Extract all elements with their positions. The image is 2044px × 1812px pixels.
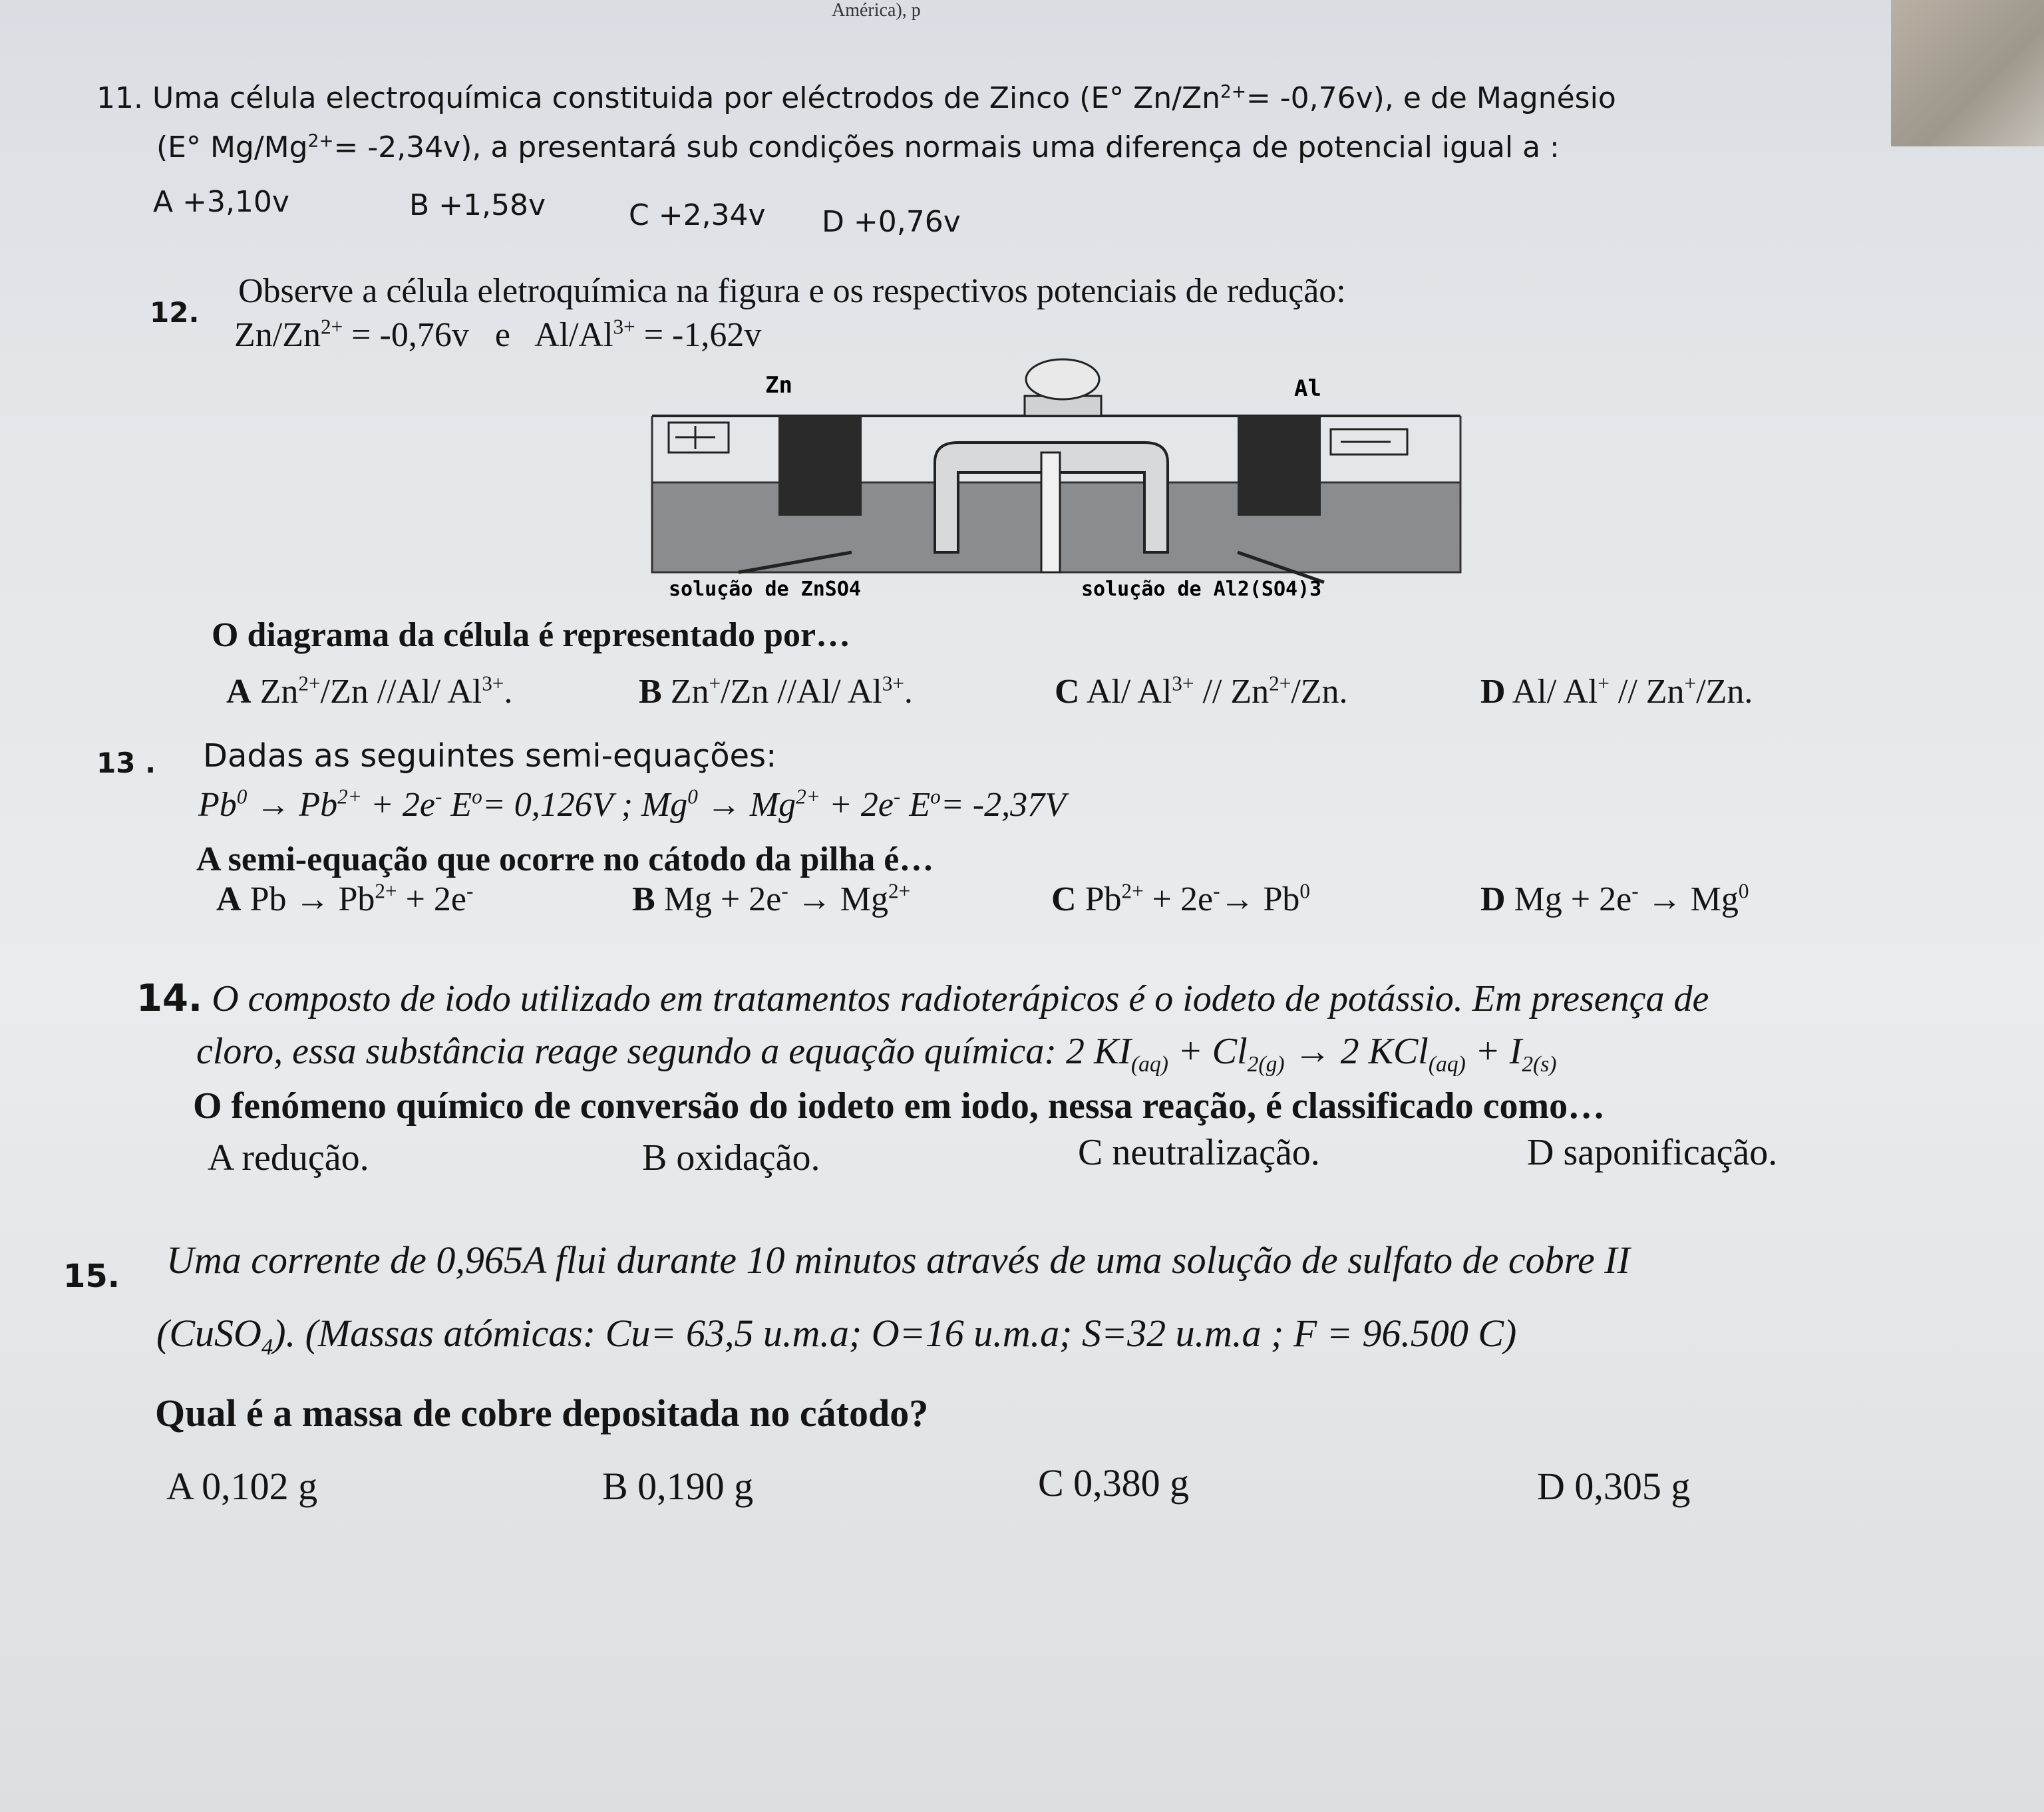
potential-zn-value: = -0,76v (343, 316, 469, 354)
question-number: 13 . (96, 747, 156, 779)
superscript: 0 (1738, 879, 1749, 903)
superscript: 2+ (307, 130, 334, 152)
option-b (632, 880, 910, 919)
equation-text: + Cl (1168, 1031, 1248, 1072)
half-equations (198, 785, 1066, 824)
option-text: + 2e (1143, 880, 1214, 918)
option-text: Pb → Pb (241, 880, 375, 918)
superscript: 2+ (320, 315, 343, 339)
question-14-line-2 (196, 1030, 1557, 1077)
superscript: 2+ (1121, 879, 1144, 903)
question-11-text-1-end: = -0,76v), e de Magnésio (1246, 81, 1616, 115)
option-text: // Zn (1194, 673, 1270, 711)
option-letter: D (1480, 880, 1506, 918)
subscript: 2(s) (1522, 1052, 1557, 1077)
porous-divider (1041, 453, 1060, 572)
superscript: - (1213, 879, 1220, 903)
equation-text: → Mg (697, 786, 796, 824)
question-15-text-2: (CuSO (156, 1312, 261, 1355)
al-electrode (1238, 416, 1321, 516)
option-a: A 0,102 g (166, 1465, 318, 1508)
question-number: 14. (136, 977, 203, 1020)
equation-text: + I (1465, 1031, 1522, 1072)
option-letter: B (632, 880, 655, 918)
subscript: 4 (261, 1334, 273, 1360)
superscript: + (1684, 671, 1697, 695)
option-a (216, 880, 473, 919)
subscript: (aq) (1130, 1052, 1168, 1077)
option-c: C neutralização. (1078, 1132, 1320, 1173)
question-14-question: O fenómeno químico de conversão do iodeto em iodo, nessa reação, é classificado como… (193, 1085, 1606, 1127)
option-c (1051, 880, 1310, 919)
superscript: 3+ (1172, 671, 1194, 695)
equation-text: → Pb (247, 786, 338, 824)
option-text: . (504, 673, 513, 711)
label-al: Al (1294, 375, 1321, 402)
option-text: → Pb (1220, 880, 1300, 918)
superscript: o (930, 785, 941, 809)
question-13-question: A semi-equação que ocorre no cátodo da pilha é… (196, 840, 934, 878)
question-12-question: O diagrama da célula é representado por… (212, 616, 851, 654)
option-text: . (904, 673, 913, 711)
option-text: Mg + 2e (655, 880, 782, 918)
superscript: - (434, 785, 442, 809)
superscript: 0 (687, 785, 698, 809)
option-d (1480, 672, 1753, 711)
option-letter: B (639, 673, 662, 711)
equation-text: + 2e (361, 786, 435, 824)
electrochemical-cell-diagram (639, 353, 1470, 606)
option-letter: C (1055, 673, 1080, 711)
option-text: Zn (259, 673, 299, 711)
equation-text: E (900, 786, 931, 824)
equation-text: Pb (198, 786, 237, 824)
superscript: - (1631, 879, 1639, 903)
option-text: Mg + 2e (1505, 880, 1632, 918)
label-solution-znso4: solução de ZnSO4 (669, 578, 861, 601)
question-number: 12. (150, 296, 200, 329)
option-a (226, 672, 512, 711)
superscript: 3+ (882, 671, 904, 695)
question-15-line-2 (156, 1311, 1517, 1360)
option-c (1055, 672, 1348, 711)
question-11-text-1: Uma célula electroquímica constituida por eléctrodos de Zinco (E° Zn/Zn (152, 81, 1221, 115)
superscript: 3+ (613, 315, 635, 339)
superscript: 0 (236, 785, 248, 809)
option-text: + 2e (397, 880, 466, 918)
question-13-prompt: Dadas as seguintes semi-equações: (203, 737, 777, 775)
option-letter: A (216, 880, 242, 918)
subscript: (aq) (1428, 1052, 1466, 1077)
option-a: A +3,10v (153, 185, 289, 219)
equation-text: = 0,126V ; Mg (482, 786, 688, 824)
equation-text: → 2 KCl (1284, 1031, 1429, 1072)
option-text: Zn (670, 673, 709, 711)
option-a: A redução. (208, 1137, 369, 1178)
superscript: 0 (1299, 879, 1310, 903)
superscript: 2+ (337, 785, 362, 809)
redox-potentials (234, 315, 761, 355)
conjunction: e (494, 316, 510, 354)
option-b: B 0,190 g (602, 1465, 754, 1508)
option-text: → Mg (1638, 880, 1739, 918)
option-b (639, 672, 913, 711)
option-text: → Mg (788, 880, 888, 918)
equation-text: = -2,37V (940, 786, 1066, 824)
option-d: D 0,305 g (1537, 1465, 1691, 1508)
question-11-line-2 (156, 130, 1560, 164)
superscript: - (893, 785, 901, 809)
table-surface-corner (1891, 0, 2044, 146)
superscript: - (781, 879, 788, 903)
question-12-prompt: Observe a célula eletroquímica na figura e os respectivos potenciais de redução: (238, 272, 1346, 310)
question-15-question: Qual é a massa de cobre depositada no cátodo? (155, 1391, 929, 1435)
question-14-text-1: O composto de iodo utilizado em tratamentos radioterápicos é o iodeto de potássio. Em presença de (212, 978, 1709, 1019)
option-text: /Zn. (1696, 673, 1753, 711)
equation-text: + 2e (820, 786, 894, 824)
superscript: 2+ (796, 785, 820, 809)
zn-electrode (778, 416, 862, 516)
potential-al: Al/Al (534, 316, 613, 354)
option-d: D saponificação. (1527, 1132, 1778, 1173)
option-d: D +0,76v (822, 205, 961, 239)
header-fragment: América), p (832, 0, 921, 21)
question-number: 15. (63, 1258, 120, 1295)
superscript: 2+ (888, 879, 911, 903)
option-letter: C (1051, 880, 1077, 918)
option-text: Pb (1076, 880, 1122, 918)
question-11-text-2-end: = -2,34v), a presentará sub condições normais uma diferença de potencial igual a : (333, 130, 1560, 164)
option-c: C +2,34v (629, 198, 766, 232)
question-15-line-1: Uma corrente de 0,965A flui durante 10 minutos através de uma solução de sulfato de cobre II (166, 1238, 1630, 1282)
option-c: C 0,380 g (1038, 1461, 1190, 1505)
label-zn: Zn (765, 372, 792, 399)
option-text: Al/ Al (1086, 673, 1172, 711)
subscript: 2(g) (1247, 1052, 1285, 1077)
option-d (1480, 880, 1749, 919)
option-text: /Zn //Al/ Al (320, 673, 482, 711)
superscript: 2+ (1220, 81, 1246, 102)
superscript: o (472, 785, 482, 809)
option-text: Al/ Al (1512, 673, 1598, 711)
superscript: + (709, 671, 721, 695)
superscript: 3+ (482, 671, 504, 695)
option-text: /Zn //Al/ Al (721, 673, 882, 711)
option-letter: A (226, 673, 252, 711)
superscript: 2+ (375, 879, 397, 903)
light-bulb-icon (1026, 359, 1099, 399)
question-number: 11. (96, 81, 143, 115)
equation-text: E (442, 786, 472, 824)
potential-al-value: = -1,62v (635, 316, 762, 354)
option-b: B oxidação. (642, 1137, 820, 1178)
label-solution-al2so43: solução de Al2(SO4)3 (1081, 578, 1322, 601)
option-b: B +1,58v (409, 188, 546, 222)
option-letter: D (1480, 673, 1506, 711)
option-text: // Zn (1609, 673, 1685, 711)
question-14-line-1 (136, 977, 1709, 1020)
superscript: 2+ (1269, 671, 1291, 695)
question-11-text-2: (E° Mg/Mg (156, 130, 308, 164)
question-11-line-1 (96, 81, 1616, 115)
option-text: /Zn. (1291, 673, 1348, 711)
question-15-text-2-end: ). (Massas atómicas: Cu= 63,5 u.m.a; O=16 u.m.a; S=32 u.m.a ; F = 96.500 C) (273, 1312, 1517, 1355)
superscript: - (466, 879, 474, 903)
superscript: + (1598, 671, 1610, 695)
potential-zn: Zn/Zn (234, 316, 321, 354)
superscript: 2+ (298, 671, 321, 695)
question-14-text-2: cloro, essa substância reage segundo a equação química: 2 KI (196, 1031, 1131, 1072)
